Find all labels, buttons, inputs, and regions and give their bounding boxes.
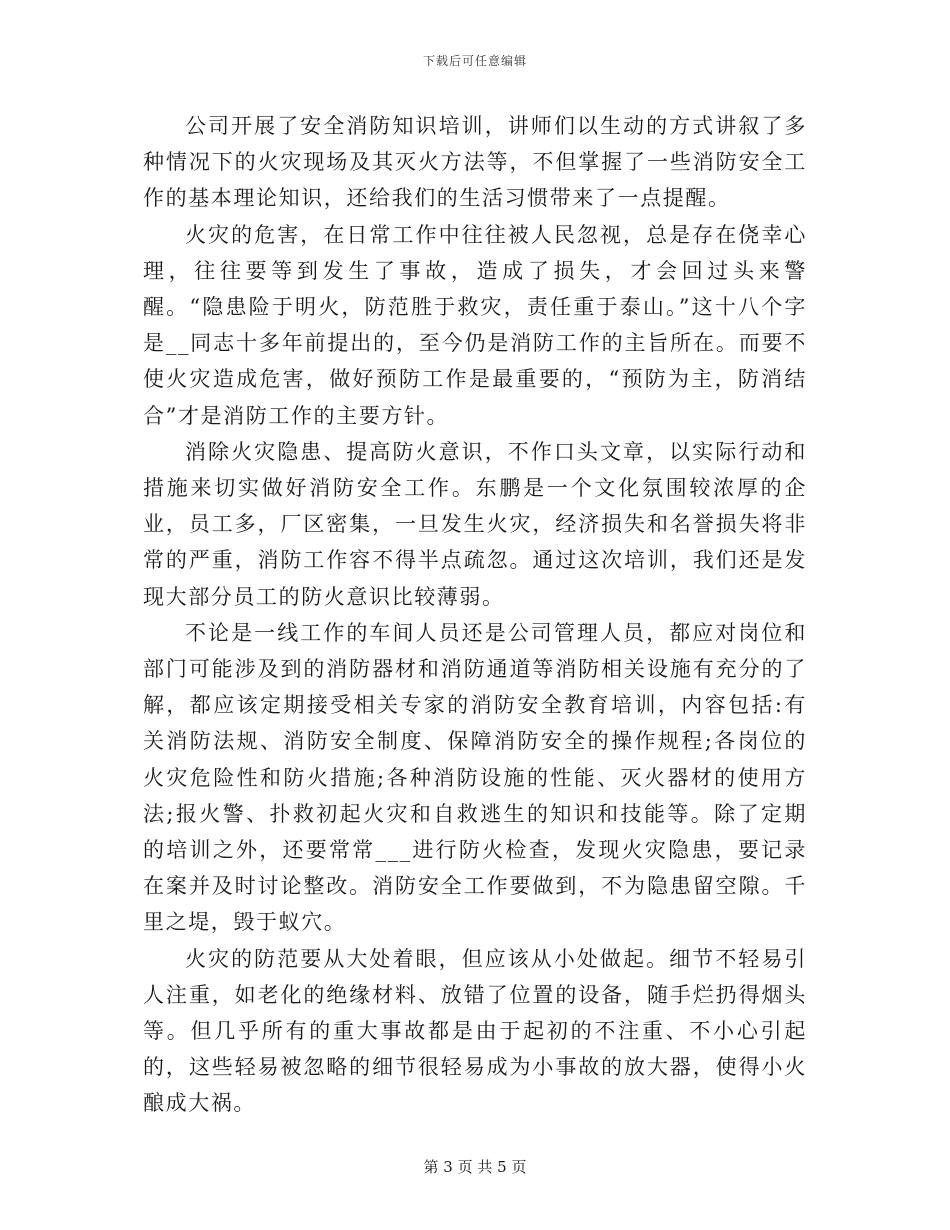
page-header: 下载后可任意编辑	[422, 54, 527, 68]
paragraph-1: 公司开展了安全消防知识培训，讲师们以生动的方式讲叙了多种情况下的火灾现场及其灭火方法等，不但掌握了一些消防安全工作的基本理论知识，还给我们的生活习惯带来了一点提醒。	[143, 114, 807, 211]
paragraph-4: 不论是一线工作的车间人员还是公司管理人员，都应对岗位和部门可能涉及到的消防器材和消防通道等消防相关设施有充分的了解，都应该定期接受相关专家的消防安全教育培训，内容包括:有关消防法规、消防安全制度、保障消防安全的操作规程;各岗位的火灾危险性和防火措施;各种消防设施的性能、灭火器材的使用方法;报火警、扑救初起火灾和自救逃生的知识和技能等。除了定期的培训之外，还要常常___进行防火检查，发现火灾隐患，要记录在案并及时讨论整改。消防安全工作要做到，不为隐患留空隙。千里之堤，毁于蚁穴。	[143, 620, 807, 935]
paragraph-5: 火灾的防范要从大处着眼，但应该从小处做起。细节不轻易引人注重，如老化的绝缘材料、放错了位置的设备，随手烂扔得烟头等。但几乎所有的重大事故都是由于起初的不注重、不小心引起的，这些轻易被忽略的细节很轻易成为小事故的放大器，使得小火酿成大祸。	[143, 946, 807, 1116]
paragraph-3: 消除火灾隐患、提高防火意识，不作口头文章，以实际行动和措施来切实做好消防安全工作。东鹏是一个文化氛围较浓厚的企业，员工多，厂区密集，一旦发生火灾，经济损失和名誉损失将非常的严重，消防工作容不得半点疏忽。通过这次培训，我们还是发现大部分员工的防火意识比较薄弱。	[143, 439, 807, 609]
paragraph-2: 火灾的危害，在日常工作中往往被人民忽视，总是存在侥幸心理，往往要等到发生了事故，造成了损失，才会回过头来警醒。“隐患险于明火，防范胜于救灾，责任重于泰山。”这十八个字是__同志十多年前提出的，至今仍是消防工作的主旨所在。而要不使火灾造成危害，做好预防工作是最重要的，“预防为主，防消结合”才是消防工作的主要方针。	[143, 222, 807, 428]
document-body	[143, 108, 807, 1122]
page-number-footer: 第 3 页 共 5 页	[423, 1158, 527, 1176]
